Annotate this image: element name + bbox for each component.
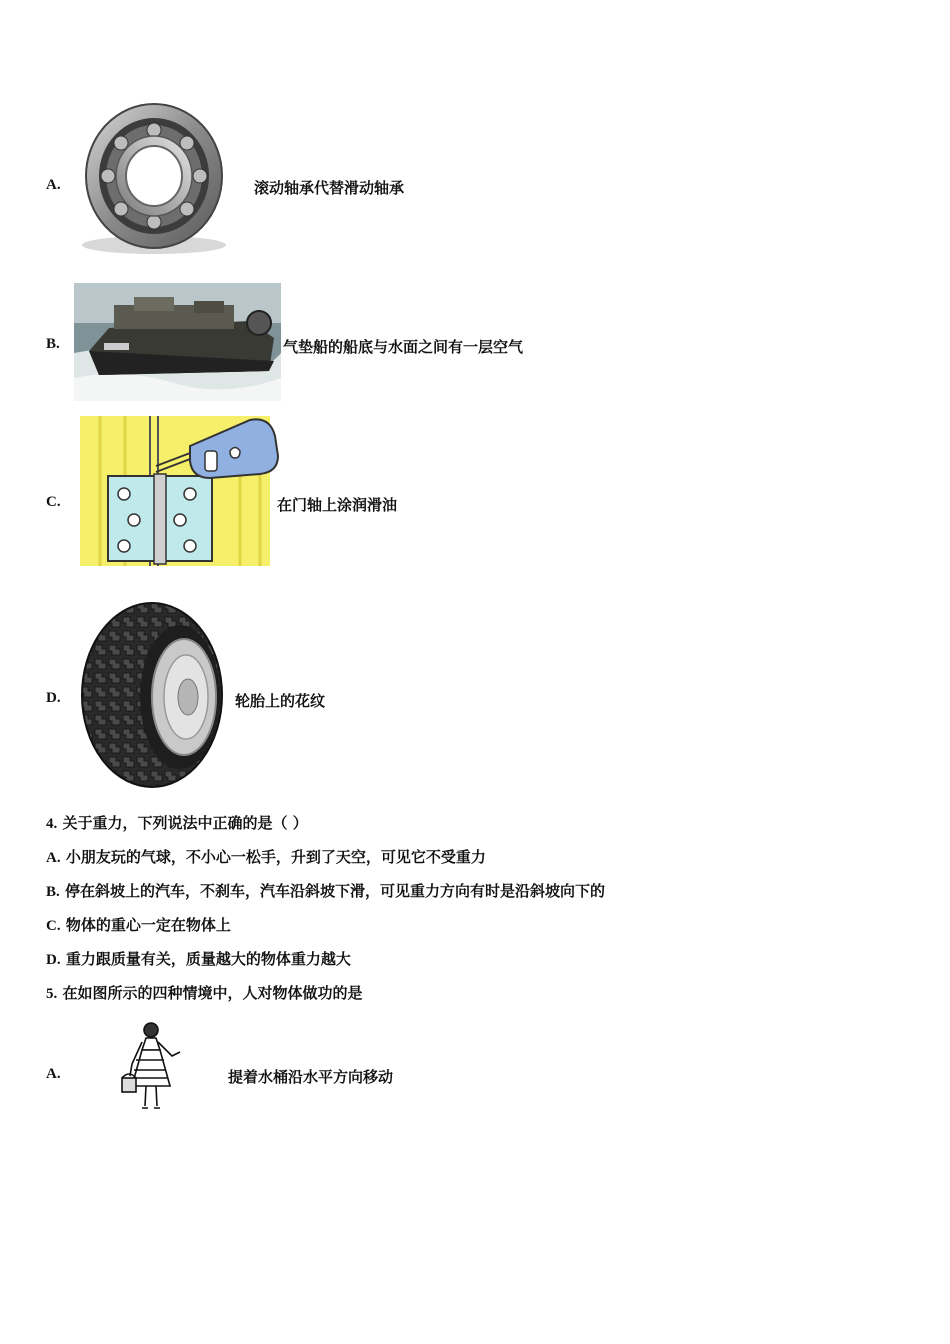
q3-option-a-text: 滚动轴承代替滑动轴承	[254, 179, 405, 197]
q4-option-a-text: 小朋友玩的气球，不小心一松手，升到了天空，可见它不受重力	[65, 848, 486, 866]
q4-option-d-label: D.	[46, 952, 61, 968]
woman-carrying-bucket-image	[118, 1020, 188, 1122]
q3-option-b-text: 气垫船的船底与水面之间有一层空气	[283, 338, 524, 356]
tire-tread-image	[80, 601, 225, 791]
q5-stem	[46, 982, 363, 1003]
q5-number: 5.	[46, 986, 58, 1002]
q3-option-d-text: 轮胎上的花纹	[235, 692, 326, 710]
q4-option-c	[46, 914, 231, 935]
q3-option-c-text: 在门轴上涂润滑油	[277, 496, 398, 514]
q4-option-b-text: 停在斜坡上的汽车，不刹车，汽车沿斜坡下滑，可见重力方向有时是沿斜坡向下的	[65, 882, 606, 900]
q5-option-a-label: A.	[46, 1066, 61, 1082]
q4-stem	[46, 812, 308, 833]
q4-option-c-label: C.	[46, 918, 61, 934]
ball-bearing-image	[74, 100, 234, 255]
hovercraft-image	[74, 283, 281, 401]
q4-option-a	[46, 846, 486, 867]
q5-stem-text: 在如图所示的四种情境中，人对物体做功的是	[62, 984, 363, 1002]
q4-number: 4.	[46, 816, 58, 832]
q4-option-b	[46, 880, 605, 901]
q3-option-a-label: A.	[46, 177, 61, 193]
q4-option-b-label: B.	[46, 884, 60, 900]
q3-option-d-label: D.	[46, 690, 61, 706]
q4-option-a-label: A.	[46, 850, 61, 866]
q3-option-c-label: C.	[46, 494, 61, 510]
q4-option-d	[46, 948, 351, 969]
q4-option-c-text: 物体的重心一定在物体上	[65, 916, 231, 934]
q4-stem-text: 关于重力，下列说法中正确的是（ ）	[62, 814, 308, 832]
q5-option-a-text: 提着水桶沿水平方向移动	[228, 1068, 394, 1086]
door-hinge-oil-image	[80, 416, 280, 568]
q4-option-d-text: 重力跟质量有关，质量越大的物体重力越大	[65, 950, 351, 968]
q3-option-b-label: B.	[46, 336, 60, 352]
